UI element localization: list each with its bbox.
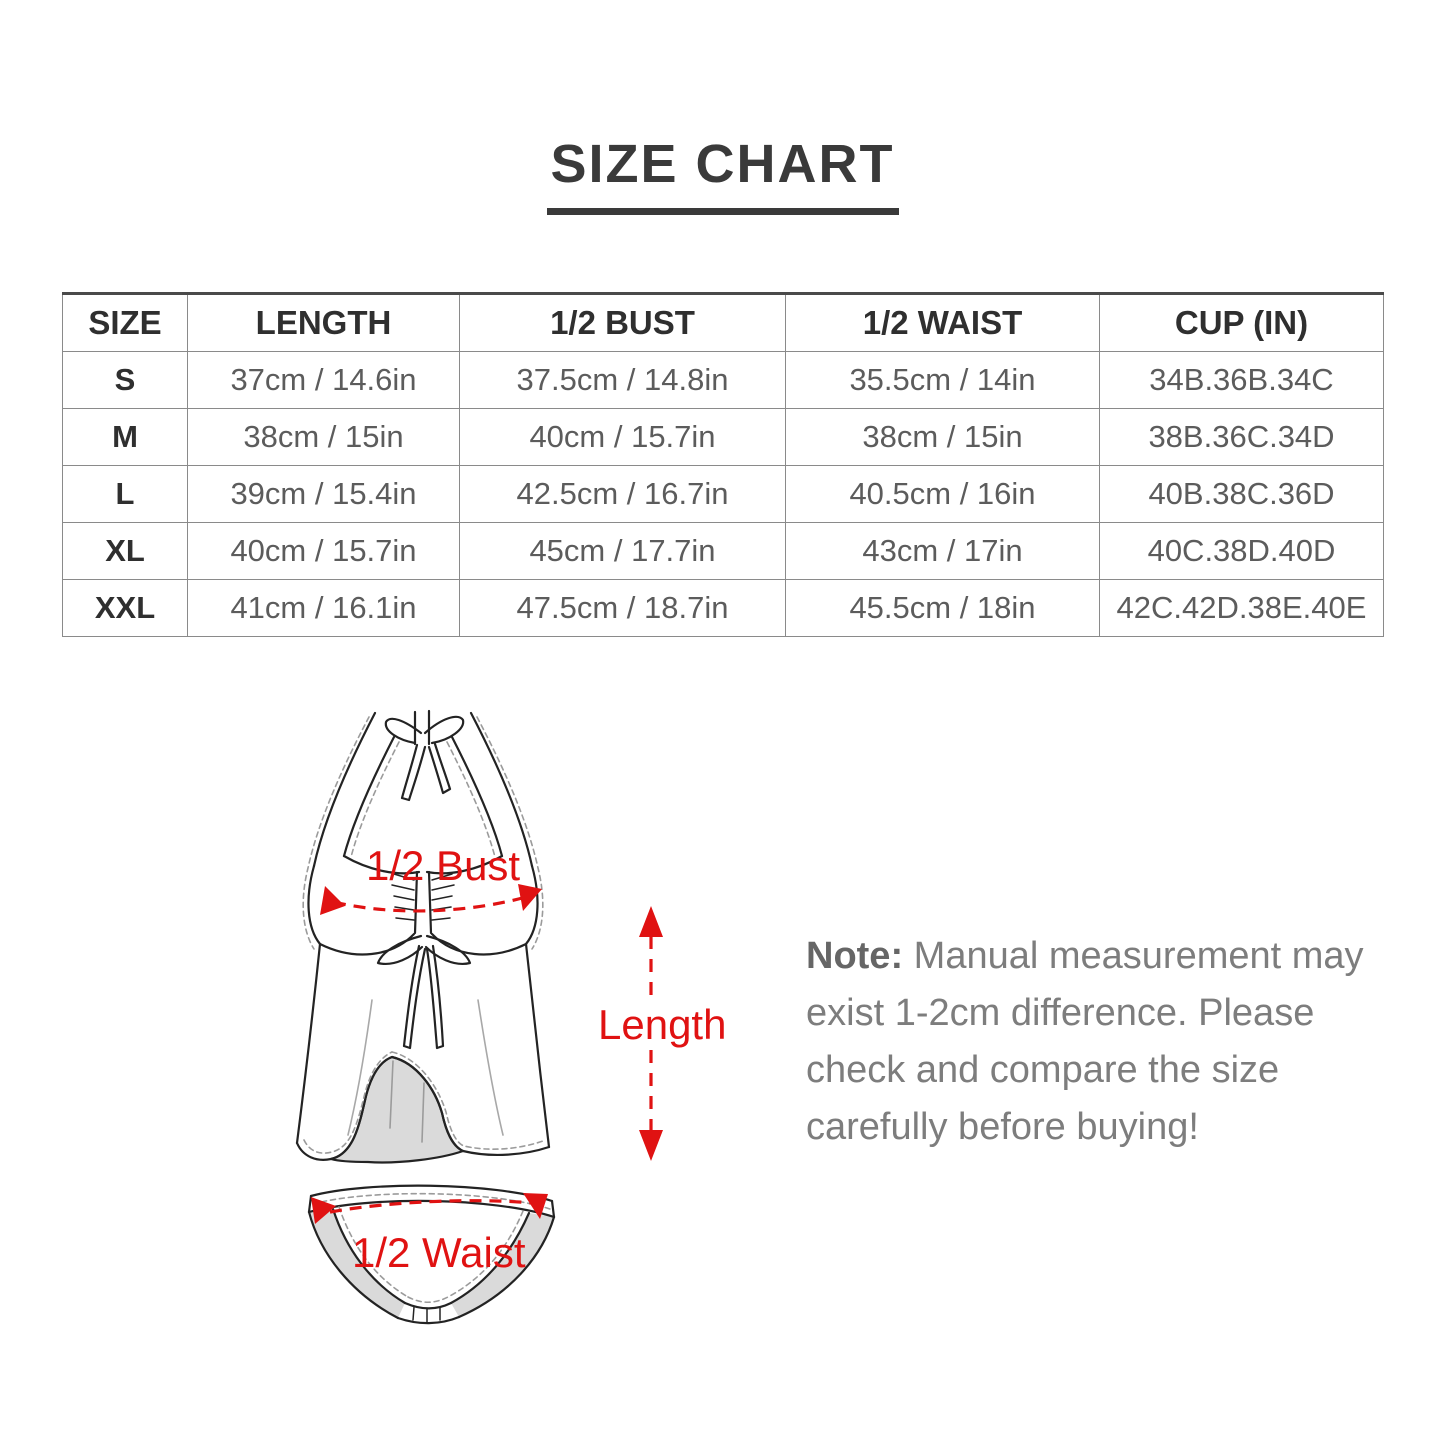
- table-row-s: [63, 352, 1384, 409]
- column-header-length: LENGTH: [188, 294, 460, 352]
- length-label: Length: [598, 1001, 727, 1048]
- table-row-xl: [63, 523, 1384, 580]
- bust-value: 40cm / 15.7in: [460, 409, 786, 466]
- bust-value: 42.5cm / 16.7in: [460, 466, 786, 523]
- column-header-size: SIZE: [63, 294, 188, 352]
- length-value: 41cm / 16.1in: [188, 580, 460, 637]
- waist-label: 1/2 Waist: [352, 1229, 526, 1276]
- bust-label: 1/2 Bust: [366, 842, 521, 889]
- note-line-3: check and compare the size: [806, 1049, 1280, 1091]
- waist-value: 38cm / 15in: [786, 409, 1100, 466]
- length-value: 39cm / 15.4in: [188, 466, 460, 523]
- note-line-1: [806, 928, 1445, 985]
- waist-value: 35.5cm / 14in: [786, 352, 1100, 409]
- cup-value: 42C.42D.38E.40E: [1100, 580, 1384, 637]
- note-prefix: Note:: [806, 935, 904, 977]
- column-header-cup: CUP (IN): [1100, 294, 1384, 352]
- waist-value: 43cm / 17in: [786, 523, 1100, 580]
- size-value: XXL: [63, 580, 188, 637]
- length-value: 37cm / 14.6in: [188, 352, 460, 409]
- bust-value: 47.5cm / 18.7in: [460, 580, 786, 637]
- page-title-wrap: [0, 133, 1445, 215]
- note-line-2: exist 1-2cm difference. Please: [806, 992, 1315, 1034]
- waist-value: 45.5cm / 18in: [786, 580, 1100, 637]
- note-line-1-text: Manual measurement may: [903, 935, 1364, 977]
- table-header-row: [63, 294, 1384, 352]
- cup-value: 38B.36C.34D: [1100, 409, 1384, 466]
- column-header-waist: 1/2 WAIST: [786, 294, 1100, 352]
- length-value: 38cm / 15in: [188, 409, 460, 466]
- bust-value: 37.5cm / 14.8in: [460, 352, 786, 409]
- table-row-xxl: [63, 580, 1384, 637]
- bust-value: 45cm / 17.7in: [460, 523, 786, 580]
- size-value: S: [63, 352, 188, 409]
- measurement-note: [806, 928, 1445, 1156]
- note-line-4: carefully before buying!: [806, 1106, 1199, 1148]
- length-value: 40cm / 15.7in: [188, 523, 460, 580]
- page-title: SIZE CHART: [547, 133, 899, 215]
- table-row-m: [63, 409, 1384, 466]
- waist-value: 40.5cm / 16in: [786, 466, 1100, 523]
- size-value: M: [63, 409, 188, 466]
- size-chart-table: [62, 292, 1384, 637]
- table-row-l: [63, 466, 1384, 523]
- size-value: XL: [63, 523, 188, 580]
- cup-value: 40C.38D.40D: [1100, 523, 1384, 580]
- cup-value: 40B.38C.36D: [1100, 466, 1384, 523]
- size-value: L: [63, 466, 188, 523]
- cup-value: 34B.36B.34C: [1100, 352, 1384, 409]
- tankini-top-drawing: [297, 711, 549, 1162]
- column-header-bust: 1/2 BUST: [460, 294, 786, 352]
